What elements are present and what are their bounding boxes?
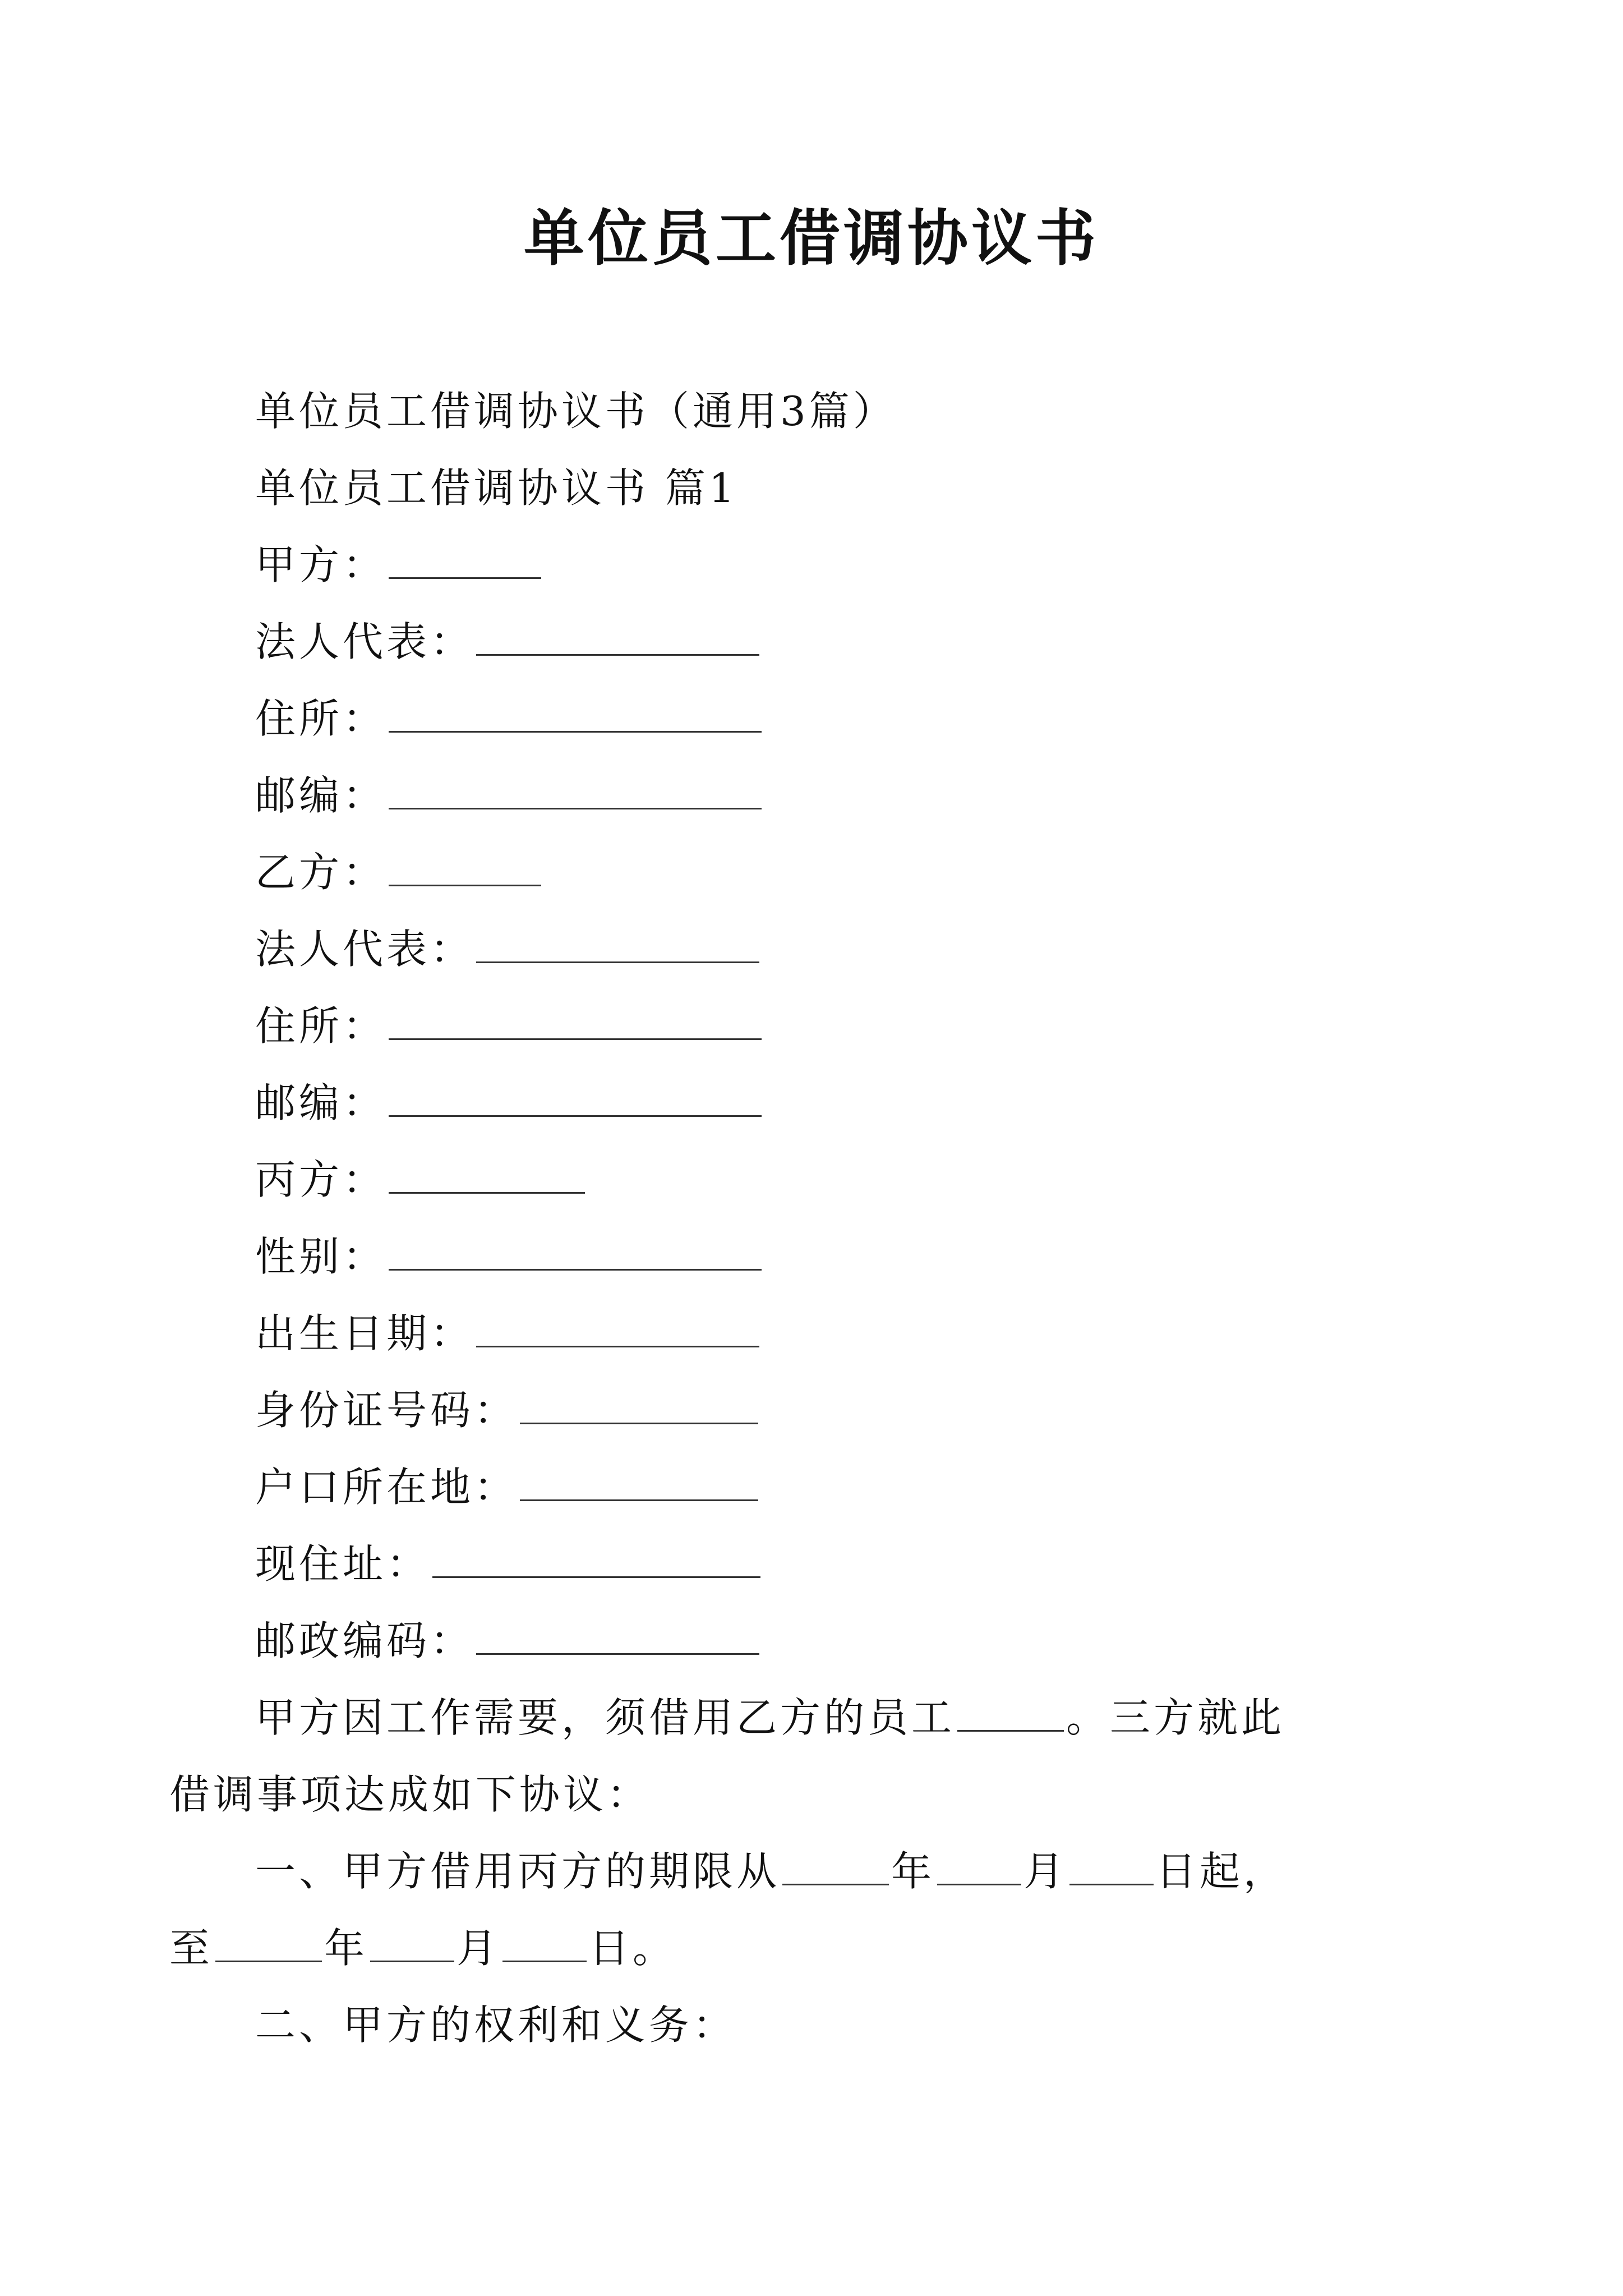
party-c-birth-blank: [476, 1311, 759, 1347]
party-c-gender-label: 性别：: [255, 1233, 387, 1280]
clause-1-line-1: [255, 1833, 1377, 1910]
intro-text-2: 。三方就此: [1066, 1694, 1285, 1741]
party-a-line: [255, 527, 1377, 604]
document-subtitle: 单位员工借调协议书（通用3篇）: [255, 388, 897, 435]
clause-1-start-day-blank: [1069, 1849, 1154, 1885]
intro-line-1: [255, 1680, 1377, 1756]
party-c-gender-line: [255, 1218, 1377, 1295]
clause-1-to-label: 至: [169, 1925, 214, 1972]
clause-1-end-year-blank: [215, 1926, 322, 1962]
party-c-hukou-label: 户口所在地：: [255, 1464, 518, 1511]
party-a-rep-blank: [476, 619, 759, 656]
clause-1-end-day-blank: [502, 1926, 587, 1962]
party-c-hukou-blank: [520, 1465, 758, 1501]
party-c-blank: [389, 1157, 585, 1194]
clause-1-day-end-label: 日。: [589, 1925, 677, 1972]
party-b-address-blank: [389, 1004, 762, 1040]
party-a-address-blank: [389, 696, 762, 733]
clause-1-line-2: [169, 1910, 1377, 1987]
party-c-birth-line: [255, 1295, 1377, 1372]
party-b-postcode-blank: [389, 1080, 762, 1117]
clause-1-text: 一、甲方借用丙方的期限从: [255, 1848, 781, 1895]
intro-line-2: [169, 1756, 1377, 1833]
party-c-postal-code-label: 邮政编码：: [255, 1617, 474, 1664]
party-a-rep-line: [255, 604, 1377, 680]
party-c-id-label: 身份证号码：: [255, 1387, 518, 1434]
party-a-postcode-label: 邮编：: [255, 772, 387, 819]
party-c-birth-label: 出生日期：: [255, 1310, 474, 1357]
party-b-postcode-line: [255, 1065, 1377, 1142]
clause-1-day-start-label: 日起，: [1156, 1848, 1288, 1895]
part-heading: 单位员工借调协议书 篇1: [255, 464, 738, 512]
party-b-address-line: [255, 988, 1377, 1065]
clause-2-line: 二、甲方的权利和义务：: [255, 2001, 737, 2049]
clause-1-month-label: 月: [1023, 1848, 1068, 1895]
clause-1-end-month-blank: [370, 1926, 454, 1962]
party-c-id-blank: [520, 1388, 758, 1424]
party-a-postcode-blank: [389, 773, 762, 809]
party-b-postcode-label: 邮编：: [255, 1079, 387, 1126]
party-b-line: [255, 834, 1377, 911]
clause-1-year-label: 年: [891, 1848, 935, 1895]
party-c-postal-code-line: [255, 1603, 1377, 1680]
party-c-hukou-line: [255, 1449, 1377, 1526]
clause-1-end-year-label: 年: [324, 1925, 368, 1972]
party-c-id-line: [255, 1372, 1377, 1449]
party-c-current-address-blank: [432, 1542, 760, 1578]
party-a-label: 甲方：: [255, 541, 387, 588]
document-body: [169, 373, 1377, 2064]
party-b-address-label: 住所：: [255, 1002, 387, 1050]
intro-text-1: 甲方因工作需要，须借用乙方的员工: [255, 1694, 956, 1741]
clause-1-start-month-blank: [937, 1849, 1021, 1885]
document-title: 单位员工借调协议书: [523, 203, 1099, 274]
party-a-address-line: [255, 680, 1377, 757]
party-c-label: 丙方：: [255, 1156, 387, 1203]
party-b-rep-blank: [476, 927, 759, 963]
party-a-blank: [389, 542, 541, 579]
intro-text-3: 借调事项达成如下协议：: [169, 1771, 651, 1818]
party-c-line: [255, 1142, 1377, 1218]
party-a-postcode-line: [255, 757, 1377, 834]
party-c-gender-blank: [389, 1234, 762, 1271]
party-b-label: 乙方：: [255, 849, 387, 896]
intro-employee-blank: [957, 1695, 1064, 1732]
clause-1-end-month-label: 月: [457, 1925, 501, 1972]
party-a-rep-label: 法人代表：: [255, 618, 474, 665]
party-b-rep-label: 法人代表：: [255, 926, 474, 973]
party-a-address-label: 住所：: [255, 695, 387, 742]
party-c-current-address-label: 现住址：: [255, 1540, 431, 1588]
party-c-postal-code-blank: [476, 1618, 759, 1655]
party-b-blank: [389, 850, 541, 886]
party-c-current-address-line: [255, 1526, 1377, 1603]
clause-1-start-year-blank: [782, 1849, 889, 1885]
party-b-rep-line: [255, 911, 1377, 988]
